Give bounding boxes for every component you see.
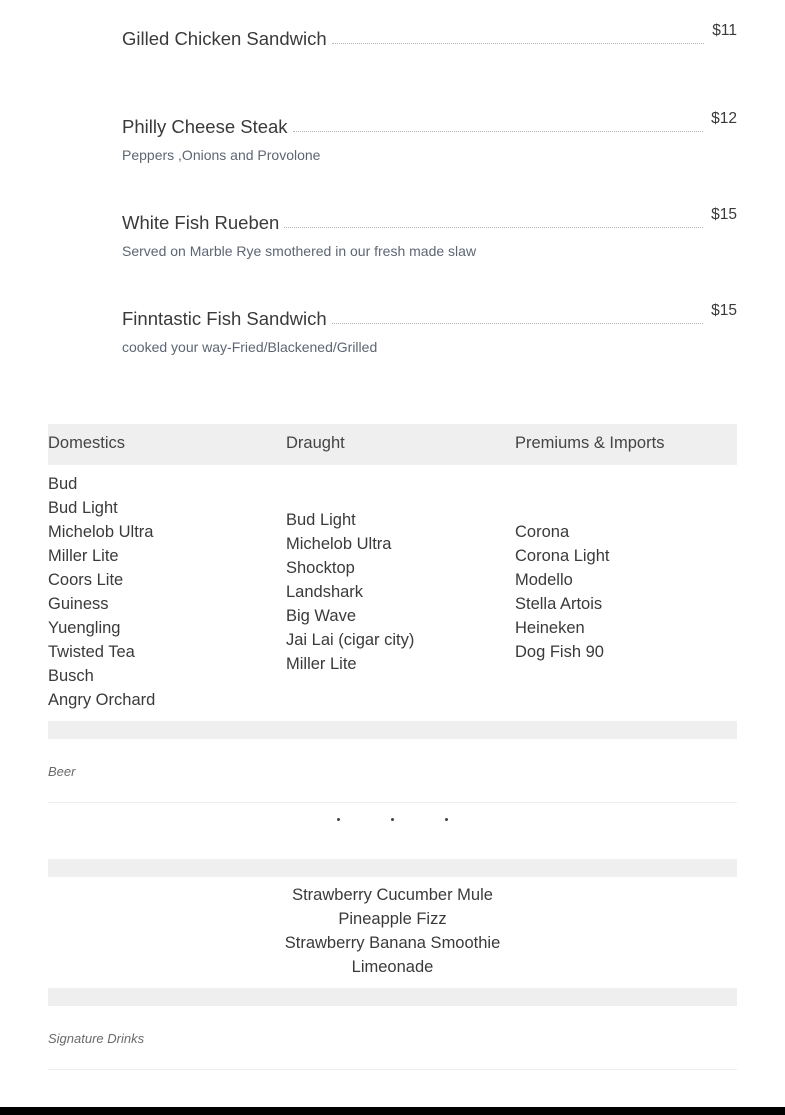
dotted-leader [332, 323, 704, 324]
menu-item-name: Finntastic Fish Sandwich [122, 308, 327, 329]
list-item: Stella Artois [515, 595, 603, 613]
domestics-list [48, 472, 155, 712]
divider [48, 1069, 737, 1070]
menu-item-price: $12 [711, 110, 737, 127]
menu-item-philly-cheese-steak [122, 110, 737, 163]
menu-item-white-fish-rueben [122, 206, 737, 259]
list-item: Dog Fish 90 [515, 643, 604, 661]
dotted-leader [332, 43, 705, 44]
list-item: Coors Lite [48, 571, 124, 589]
list-item: Strawberry Cucumber Mule [292, 886, 493, 904]
menu-item-grilled-chicken-sandwich [122, 22, 737, 50]
list-item: Landshark [286, 583, 364, 601]
menu-item-description: Served on Marble Rye smothered in our fresh made slaw [122, 243, 477, 259]
column-header-draught: Draught [286, 434, 345, 452]
separator-dot [391, 818, 394, 821]
menu-item-name: White Fish Rueben [122, 212, 280, 233]
list-item: Shocktop [286, 559, 355, 577]
beer-caption: Beer [48, 764, 76, 779]
list-item: Bud [48, 475, 78, 493]
menu-item-name: Gilled Chicken Sandwich [122, 28, 327, 49]
list-item: Busch [48, 667, 94, 685]
menu-item-price: $11 [712, 22, 737, 39]
dotted-leader [293, 131, 704, 132]
list-item: Limeonade [351, 958, 434, 976]
column-header-domestics: Domestics [48, 434, 126, 452]
list-item: Heineken [515, 619, 585, 637]
list-item: Corona Light [515, 547, 610, 565]
list-item: Corona [515, 523, 570, 541]
list-item: Guiness [48, 595, 109, 613]
dotted-leader [284, 227, 703, 228]
list-item: Miller Lite [286, 655, 357, 673]
menu-item-description: Peppers ,Onions and Provolone [122, 147, 321, 163]
divider [48, 802, 737, 803]
signature-drinks-list [48, 883, 737, 979]
list-item: Michelob Ultra [48, 523, 154, 541]
signature-drinks-header-band [48, 859, 737, 877]
beer-table-footer-band [48, 721, 737, 739]
list-item: Twisted Tea [48, 643, 135, 661]
list-item: Miller Lite [48, 547, 119, 565]
signature-drinks-caption: Signature Drinks [48, 1031, 145, 1046]
separator-dot [337, 818, 340, 821]
list-item: Angry Orchard [48, 691, 156, 709]
list-item: Michelob Ultra [286, 535, 392, 553]
list-item: Big Wave [286, 607, 356, 625]
list-item: Modello [515, 571, 573, 589]
menu-item-row [122, 302, 737, 330]
list-item: Strawberry Banana Smoothie [284, 934, 501, 952]
footer-bar [0, 1107, 785, 1115]
beer-table-header [48, 424, 737, 465]
list-item: Pineapple Fizz [338, 910, 447, 928]
menu-item-description: cooked your way-Fried/Blackened/Grilled [122, 339, 378, 355]
column-header-premiums-imports: Premiums & Imports [515, 434, 665, 452]
menu-item-name: Philly Cheese Steak [122, 116, 288, 137]
list-item: Yuengling [48, 619, 121, 637]
menu-item-row [122, 110, 737, 138]
menu-item-price: $15 [711, 206, 737, 223]
premiums-imports-list [515, 520, 609, 664]
list-item: Bud Light [48, 499, 118, 517]
menu-item-finntastic-fish-sandwich [122, 302, 737, 355]
menu-item-row [122, 206, 737, 234]
menu-item-price: $15 [711, 302, 737, 319]
list-item: Bud Light [286, 511, 356, 529]
separator-dot [445, 818, 448, 821]
menu-item-row [122, 22, 737, 50]
signature-drinks-footer-band [48, 988, 737, 1006]
draught-list [286, 508, 414, 676]
list-item: Jai Lai (cigar city) [286, 631, 415, 649]
